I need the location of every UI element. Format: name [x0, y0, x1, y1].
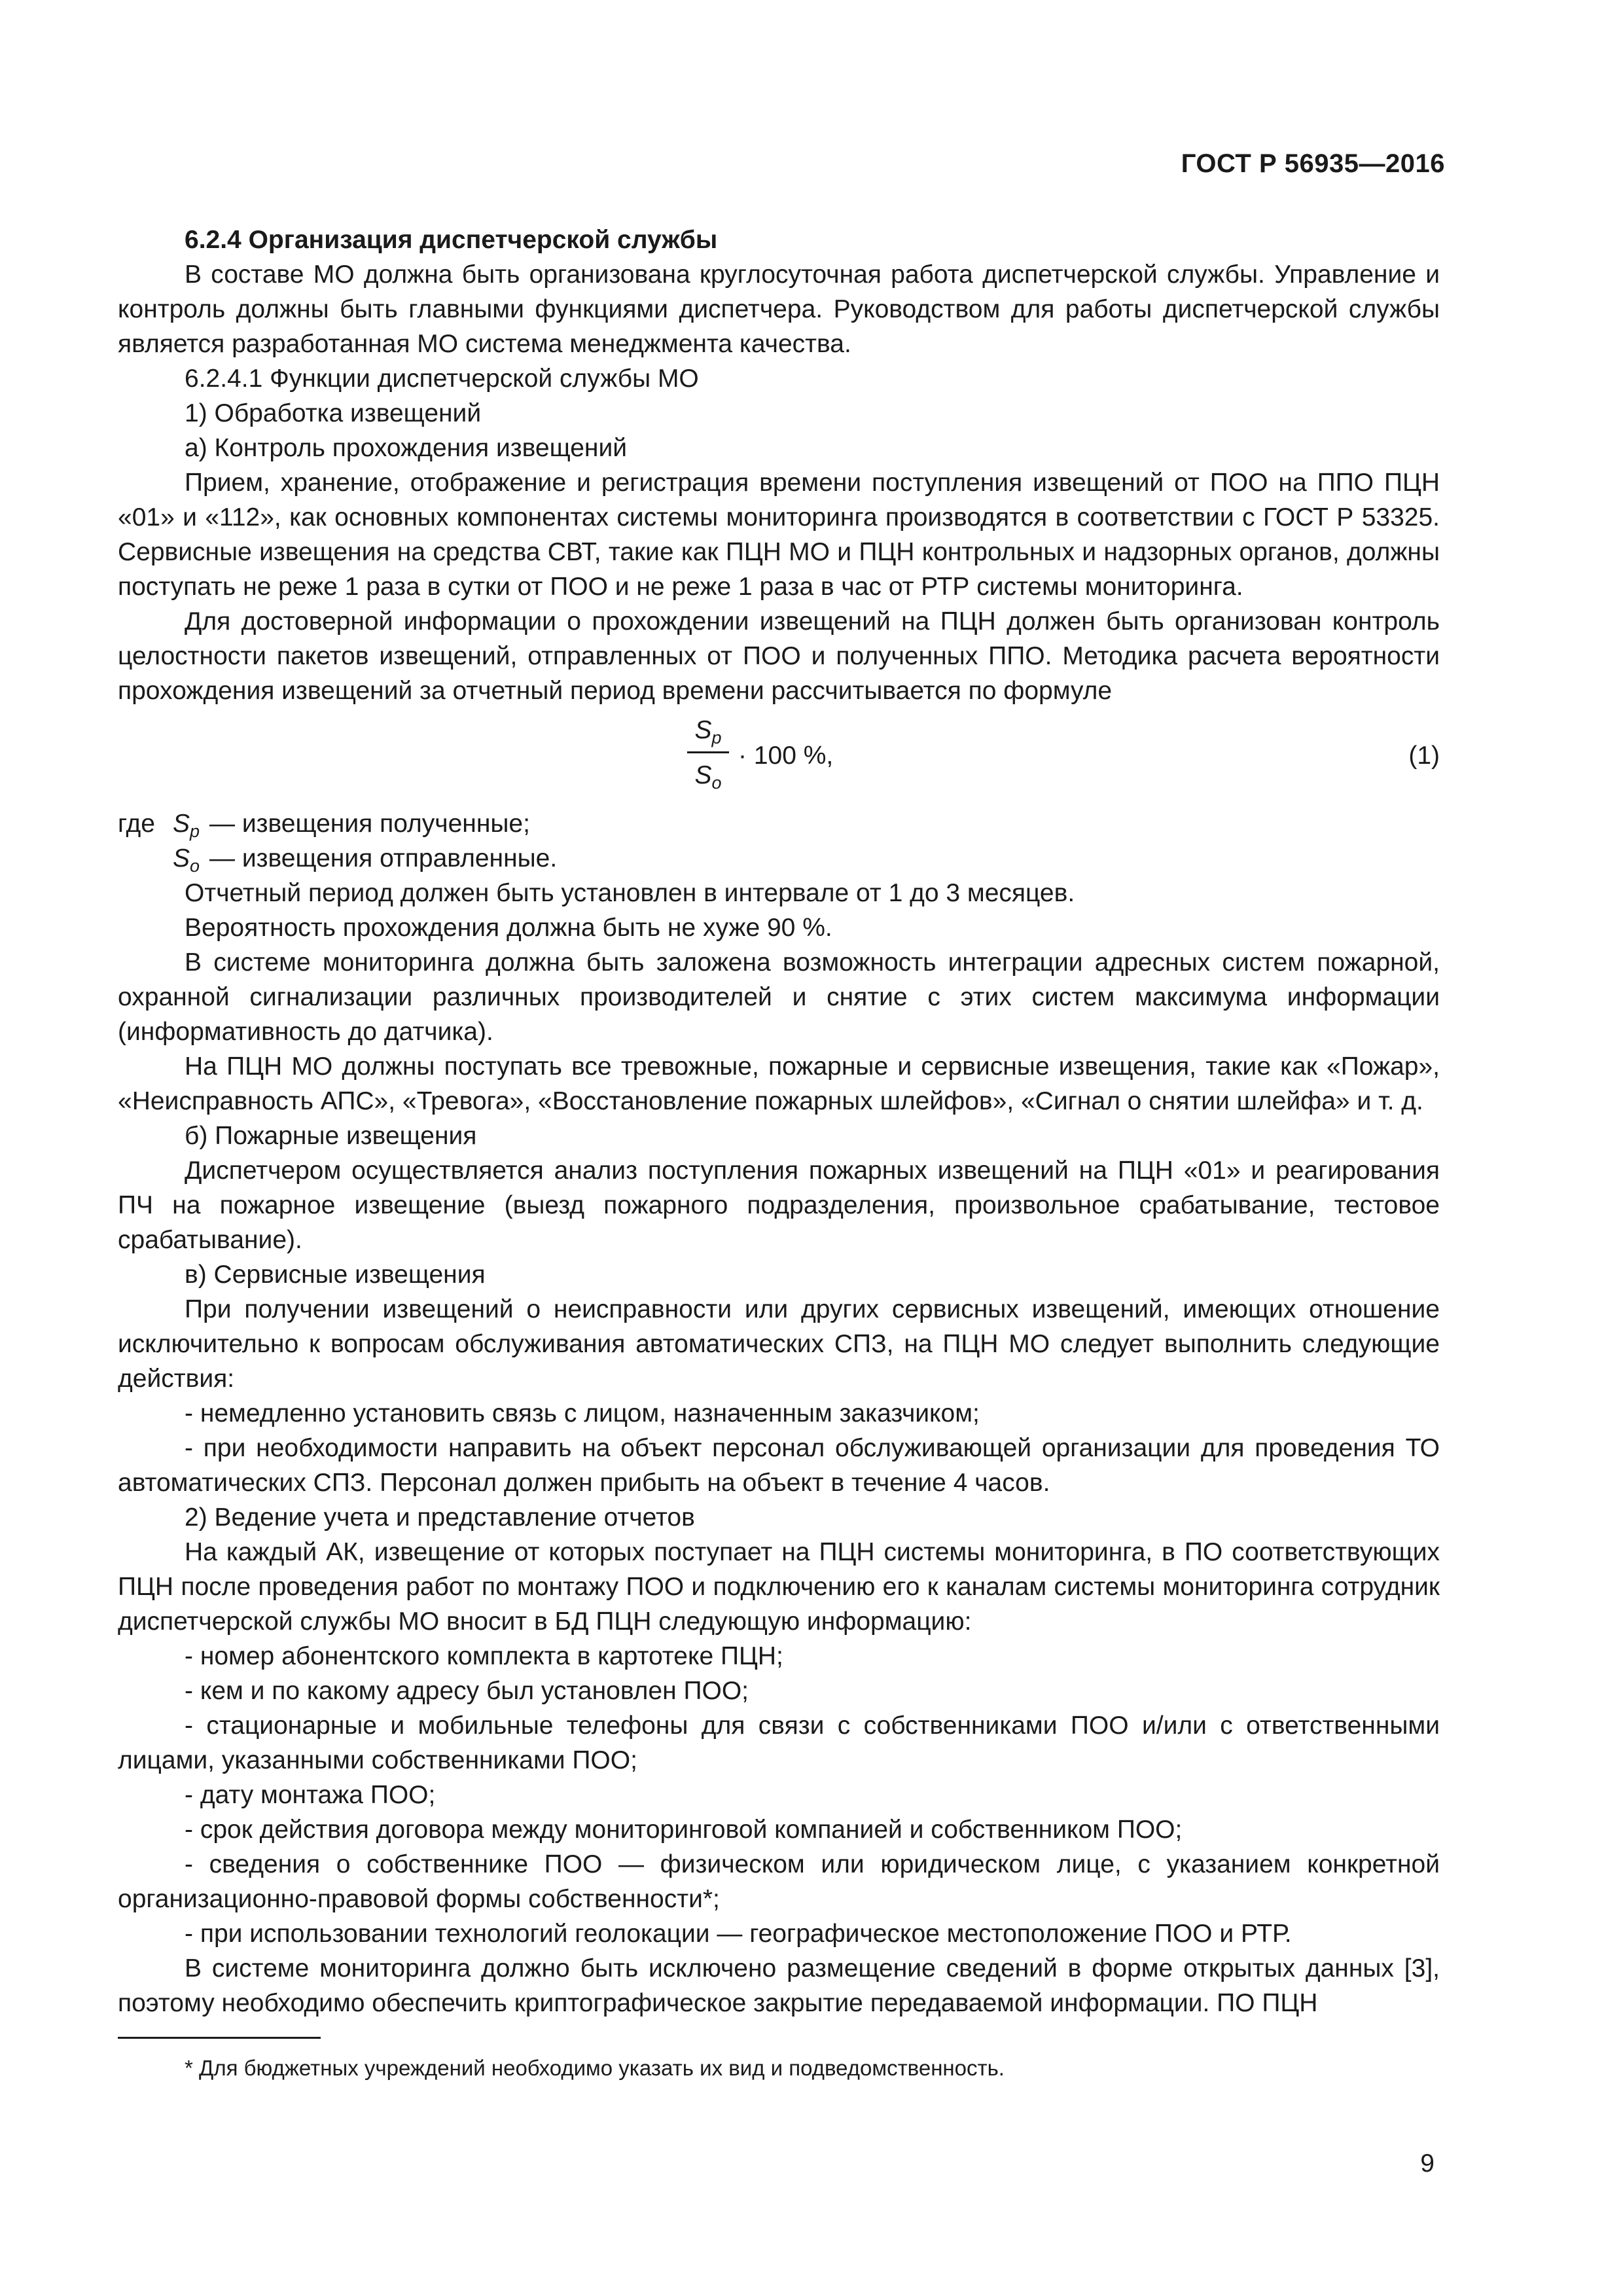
list-item: - при использовании технологий геолокации — географическое местоположение ПОО и РТР. — [185, 1920, 1292, 1948]
where-symbol: $S_o$ — [173, 844, 200, 876]
paragraph: В составе МО должна быть организована круглосуточная работа диспетчерской службы. Управление и контроль должны быть главными функциями диспетчера. Руководством для работы диспетчерской службы является разработанная МО система менеджмента качества. — [118, 260, 1440, 358]
formula-multiplier: · 100 %, — [738, 742, 834, 770]
formula-number: (1) — [1408, 742, 1440, 770]
formula-numerator: $S_p$ — [694, 716, 722, 747]
paragraph: Вероятность прохождения должна быть не хуже 90 %. — [185, 914, 832, 942]
paragraph: 6.2.4.1 Функции диспетчерской службы МО — [185, 365, 699, 393]
list-item: - стационарные и мобильные телефоны для связи с собственниками ПОО и/или с ответственными лицами, указанными собственниками ПОО; — [118, 1712, 1440, 1774]
list-item: - срок действия договора между мониторинговой компанией и собственником ПОО; — [185, 1816, 1183, 1844]
formula-fraction — [687, 712, 729, 794]
footnote-divider — [118, 2037, 321, 2039]
paragraph: Диспетчером осуществляется анализ поступления пожарных извещений на ПЦН «01» и реагирования ПЧ на пожарное извещение (выезд пожарного подразделения, произвольное срабатывание, тестовое срабатывание). — [118, 1157, 1440, 1254]
document-header: ГОСТ Р 56935—2016 — [1181, 149, 1445, 178]
paragraph: На каждый АК, извещение от которых поступает на ПЦН системы мониторинга, в ПО соответствующих ПЦН после проведения работ по монтажу ПОО и подключению его к каналам системы мониторинга сотрудник диспетчерской службы МО вносит в БД ПЦН следующую информацию: — [118, 1538, 1440, 1636]
list-item: - при необходимости направить на объект персонал обслуживающей организации для проведения ТО автоматических СПЗ. Персонал должен прибыть на объект в течение 4 часов. — [118, 1434, 1440, 1497]
where-text: — извещения отправленные. — [209, 844, 558, 872]
paragraph: 2) Ведение учета и представление отчетов — [185, 1503, 695, 1532]
fraction-bar — [687, 751, 729, 753]
footnote: * Для бюджетных учреждений необходимо указать их вид и подведомственность. — [185, 2056, 1005, 2080]
list-item: - немедленно установить связь с лицом, назначенным заказчиком; — [185, 1399, 980, 1427]
paragraph: 1) Обработка извещений — [185, 399, 482, 427]
paragraph: Для достоверной информации о прохождении извещений на ПЦН должен быть организован контроль целостности пакетов извещений, отправленных от ПОО и полученных ППО. Методика расчета вероятности прохождения извещений за отчетный период времени рассчитывается по формуле — [118, 607, 1440, 705]
paragraph: Отчетный период должен быть установлен в интервале от 1 до 3 месяцев. — [185, 879, 1075, 907]
paragraph: На ПЦН МО должны поступать все тревожные, пожарные и сервисные извещения, такие как «Пожар», «Неисправность АПС», «Тревога», «Восстановление пожарных шлейфов», «Сигнал о снятии шлейфа» и т. д. — [118, 1052, 1440, 1115]
formula-denominator: $S_o$ — [694, 761, 722, 793]
paragraph: В системе мониторинга должна быть заложена возможность интеграции адресных систем пожарной, охранной сигнализации различных производителей и снятие с этих систем максимума информации (информативность до датчика). — [118, 948, 1440, 1046]
formula — [118, 712, 1440, 804]
where-line-1 — [118, 806, 1440, 841]
list-item: - кем и по какому адресу был установлен ПОО; — [185, 1677, 749, 1705]
paragraph: б) Пожарные извещения — [185, 1122, 477, 1150]
paragraph: При получении извещений о неисправности или других сервисных извещений, имеющих отношение исключительно к вопросам обслуживания автоматических СПЗ, на ПЦН МО следует выполнить следующие действия: — [118, 1295, 1440, 1393]
section-title: 6.2.4 Организация диспетчерской службы — [185, 226, 718, 254]
list-item: - номер абонентского комплекта в картотеке ПЦН; — [185, 1642, 783, 1670]
page-number: 9 — [1420, 2149, 1435, 2178]
where-symbol: $S_p$ — [173, 810, 200, 841]
paragraph: в) Сервисные извещения — [185, 1261, 486, 1289]
paragraph: а) Контроль прохождения извещений — [185, 434, 628, 462]
where-label: где — [118, 810, 155, 838]
paragraph: Прием, хранение, отображение и регистрация времени поступления извещений от ПОО на ППО ПЦН «01» и «112», как основных компонентах системы мониторинга производятся в соответствии с ГОСТ Р 53325. Сервисные извещения на средства СВТ, такие как ПЦН МО и ПЦН контрольных и надзорных органов, должны поступать не реже 1 раза в сутки от ПОО и не реже 1 раза в час от РТР системы мониторинга. — [118, 469, 1440, 601]
where-line-2 — [118, 841, 1440, 876]
where-text: — извещения полученные; — [209, 810, 530, 838]
list-item: - дату монтажа ПОО; — [185, 1781, 436, 1809]
document-body — [118, 223, 1440, 2020]
paragraph: В системе мониторинга должно быть исключено размещение сведений в форме открытых данных [3], поэтому необходимо обеспечить криптографическое закрытие передаваемой информации. ПО ПЦН — [118, 1954, 1440, 2017]
list-item: - сведения о собственнике ПОО — физическом или юридическом лице, с указанием конкретной организационно-правовой формы собственности*; — [118, 1850, 1440, 1913]
